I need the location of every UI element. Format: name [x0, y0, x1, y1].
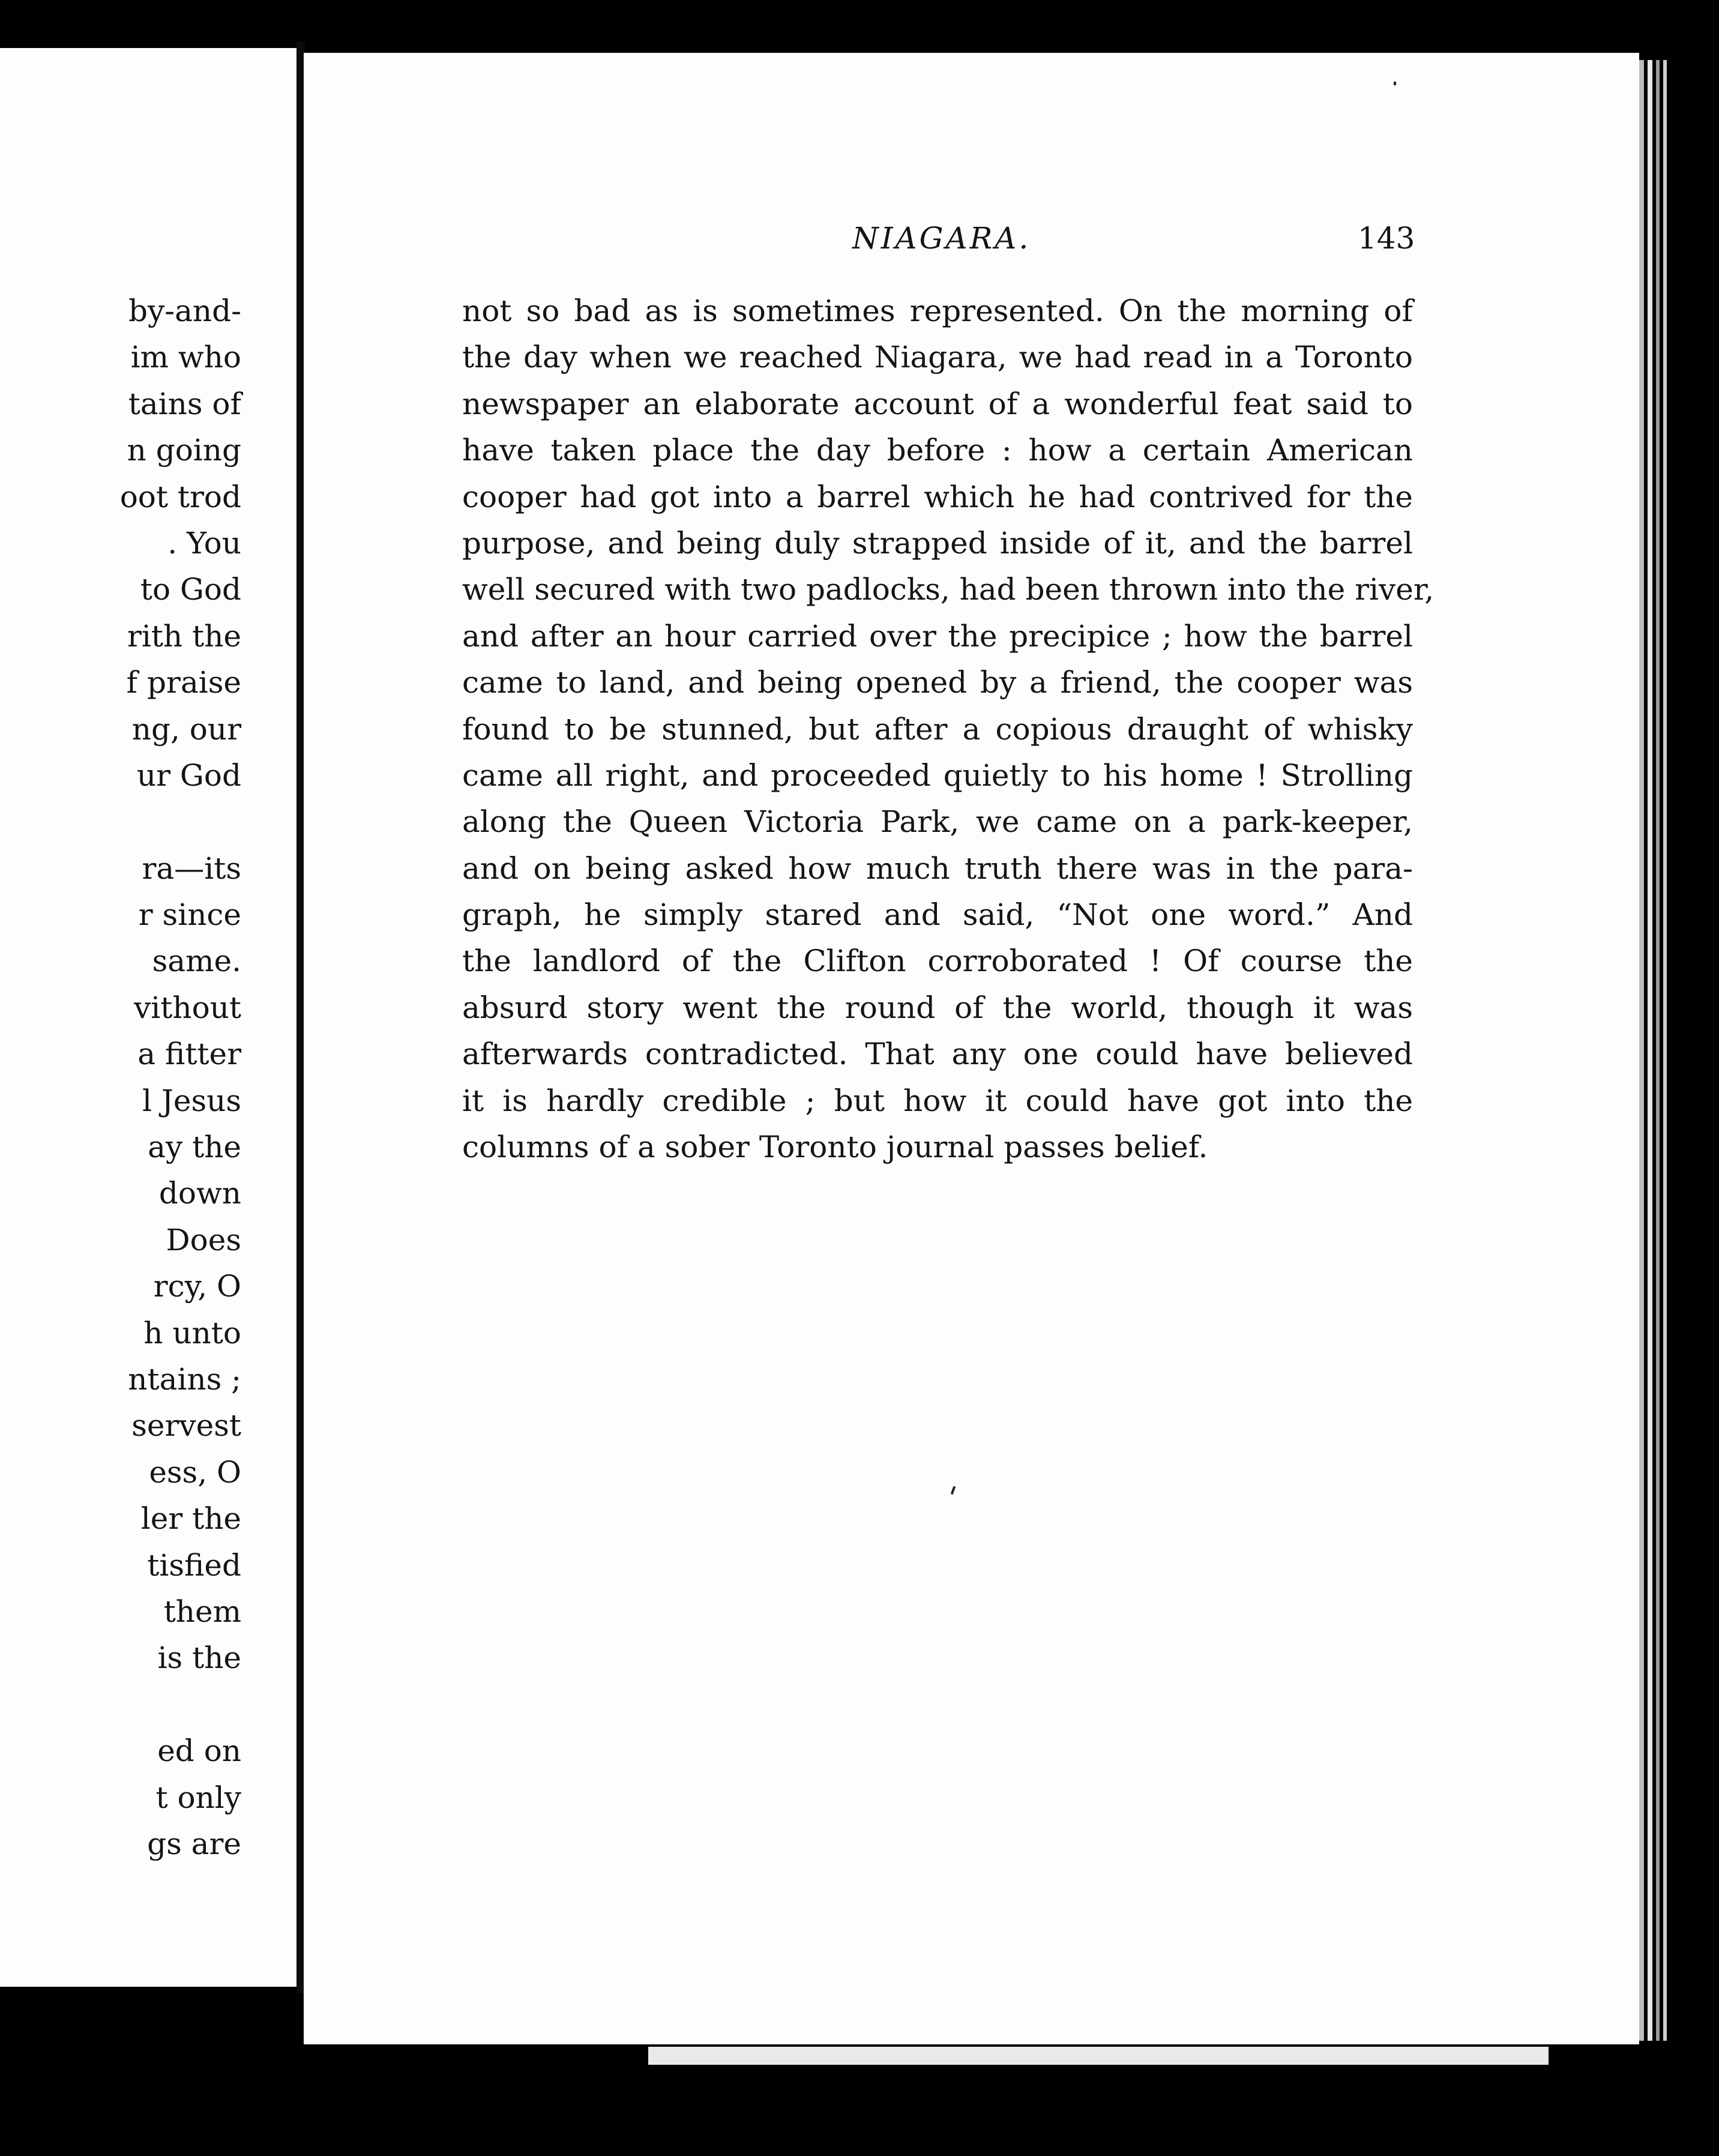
text-line: same.	[152, 944, 241, 979]
text-line: ess, O	[149, 1454, 241, 1490]
page-bottom-edge	[648, 2047, 1549, 2065]
text-line: cooper had got into a barrel which he had contrived for the	[462, 479, 1413, 514]
scan-speck	[1394, 82, 1396, 85]
text-line: . You	[167, 525, 241, 561]
text-line: newspaper an elaborate account of a wonderful feat said to	[462, 386, 1413, 421]
previous-page	[0, 48, 300, 1987]
text-line: im who	[130, 340, 241, 375]
text-line: the day when we reached Niagara, we had read in a Toronto	[462, 340, 1413, 375]
text-line: a fitter	[137, 1037, 241, 1072]
text-line	[120, 799, 241, 845]
text-line: purpose, and being duly strapped inside of it, and the barrel	[462, 525, 1413, 561]
text-line: ur God	[136, 757, 241, 793]
text-line: along the Queen Victoria Park, we came on a park-keeper,	[462, 804, 1413, 840]
page-edge	[1656, 60, 1660, 2041]
page-edge	[1663, 60, 1667, 2041]
text-line: the landlord of the Clifton corroborated ! Of course the	[462, 944, 1413, 979]
text-line: it is hardly credible ; but how it could have got into the	[462, 1083, 1413, 1118]
text-line: gs are	[147, 1826, 241, 1861]
text-line: l Jesus	[142, 1083, 241, 1118]
text-line: Does	[166, 1222, 241, 1257]
text-line: ntains ;	[128, 1361, 241, 1397]
text-line: absurd story went the round of the world, though it was	[462, 990, 1413, 1025]
text-line: servest	[131, 1408, 241, 1444]
text-line: t only	[155, 1780, 241, 1815]
text-line: graph, he simply stared and said, “Not one word.” And	[462, 897, 1413, 933]
running-head: NIAGARA.	[852, 221, 1031, 256]
text-line: not so bad as is sometimes represented. On the morning of	[462, 294, 1413, 328]
text-line: have taken place the day before : how a certain American	[462, 433, 1413, 468]
text-line: them	[163, 1594, 241, 1629]
text-line: ng, our	[131, 711, 241, 747]
text-line: came to land, and being opened by a friend, the cooper was	[462, 665, 1413, 700]
page-edge	[1639, 60, 1644, 2041]
text-line: ra—its	[142, 851, 241, 886]
text-line: columns of a sober Toronto journal passes belief.	[462, 1130, 1208, 1165]
text-line: found to be stunned, but after a copious draught of whisky	[462, 711, 1413, 747]
page-number: 143	[1358, 221, 1415, 256]
text-line: ed on	[157, 1733, 241, 1769]
text-line	[120, 1682, 241, 1728]
text-line: vithout	[134, 990, 241, 1025]
text-line: n going	[127, 433, 241, 468]
previous-page-text	[120, 288, 241, 1867]
text-line: tisfied	[147, 1547, 241, 1583]
text-line: down	[158, 1176, 241, 1211]
page-edge	[1648, 60, 1652, 2041]
text-line: ay the	[148, 1130, 241, 1165]
text-line: came all right, and proceeded quietly to his home ! Strolling	[462, 757, 1413, 793]
text-line: well secured with two padlocks, had been thrown into the river,	[462, 572, 1435, 607]
page-body-text	[462, 288, 1435, 1170]
text-line: and after an hour carried over the precipice ; how the barrel	[462, 618, 1413, 654]
text-line: afterwards contradicted. That any one could have believed	[462, 1037, 1413, 1072]
text-line: r since	[138, 897, 241, 933]
text-line: by-and-	[128, 294, 241, 328]
text-line: is the	[157, 1640, 241, 1676]
text-line: rcy, O	[153, 1269, 241, 1304]
text-line: rith the	[127, 618, 241, 654]
text-line: h unto	[143, 1315, 241, 1351]
text-line: oot trod	[119, 479, 241, 514]
text-line: ler the	[140, 1501, 241, 1537]
text-line: and on being asked how much truth there was in the para-	[462, 851, 1413, 886]
text-line: f praise	[126, 665, 241, 700]
text-line: to God	[140, 572, 241, 607]
text-line: tains of	[128, 386, 241, 421]
